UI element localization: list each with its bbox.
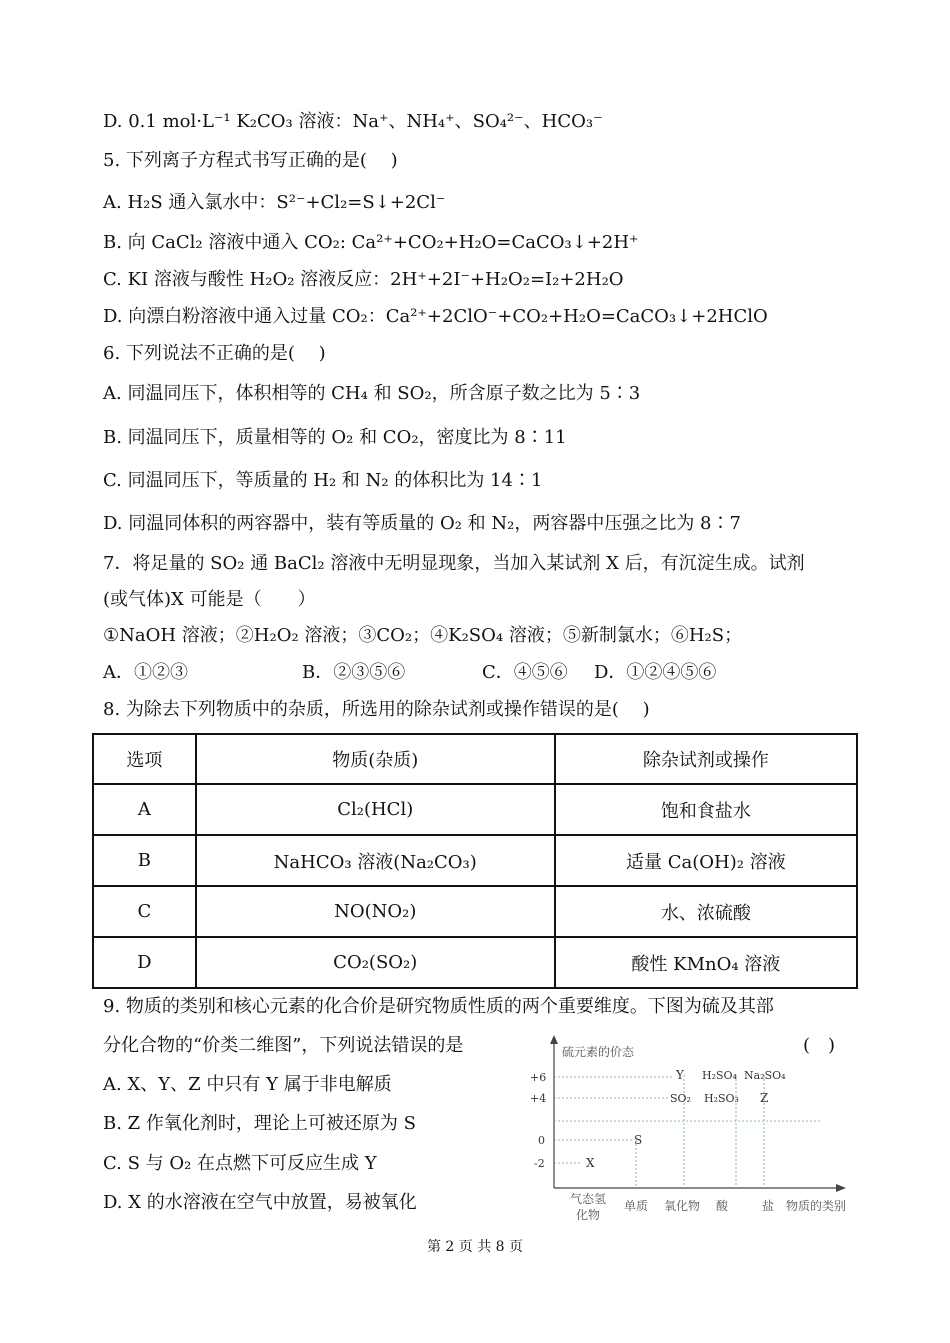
table-header: 物质(杂质) [196,734,555,784]
q6-option-c: C. 同温同压下，等质量的 H₂ 和 N₂ 的体积比为 14∶1 [103,470,543,491]
table-row [93,835,857,886]
q6-option-d: D. 同温同体积的两容器中，装有等质量的 O₂ 和 N₂，两容器中压强之比为 8∶7 [103,513,741,534]
table-cell: A [93,784,196,835]
q9-stem-line1: 9. 物质的类别和核心元素的化合价是研究物质性质的两个重要维度。下图为硫及其部 [103,996,774,1017]
y-axis-arrow [550,1035,558,1044]
y-tick: -2 [534,1157,545,1170]
x-cat: 氧化物 [664,1199,701,1213]
q5-option-a: A. H₂S 通入氯水中：S²⁻+Cl₂=S↓+2Cl⁻ [103,192,446,213]
q5-stem: 5. 下列离子方程式书写正确的是( ) [103,150,398,171]
q7-option-b: B．②③⑤⑥ [302,662,406,683]
table-cell: Cl₂(HCl) [196,784,555,835]
q4-option-d: D. 0.1 mol·L⁻¹ K₂CO₃ 溶液：Na⁺、NH₄⁺、SO₄²⁻、HCO₃⁻ [103,111,603,132]
q9-option-a: A. X、Y、Z 中只有 Y 属于非电解质 [103,1074,392,1095]
x-cat: 盐 [762,1199,775,1213]
q7-option-a: A．①②③ [103,662,188,683]
point-h2so4: H₂SO₄ [702,1069,737,1082]
table-cell: D [93,937,196,988]
q8-options-table [92,733,858,989]
page-footer: 第 2 页 共 8 页 [426,1239,524,1255]
point-s: S [634,1133,643,1147]
valence-class-diagram [520,1030,860,1230]
x-axis-label: 物质的类别 [786,1199,847,1213]
x-cat: 气态氢 [570,1192,607,1206]
q9-option-c: C. S 与 O₂ 在点燃下可反应生成 Y [103,1153,377,1174]
q7-option-c: C．④⑤⑥ [482,662,568,683]
point-so2: SO₂ [670,1092,691,1105]
point-x: X [586,1156,595,1170]
table-cell: NaHCO₃ 溶液(Na₂CO₃) [196,835,555,886]
x-cat: 单质 [624,1199,649,1213]
table-cell: 适量 Ca(OH)₂ 溶液 [555,835,857,886]
table-cell: 饱和食盐水 [555,784,857,835]
table-row [93,886,857,937]
q5-option-d: D. 向漂白粉溶液中通入过量 CO₂：Ca²⁺+2ClO⁻+CO₂+H₂O=CaCO₃↓+2HClO [103,306,768,327]
table-cell: B [93,835,196,886]
table-cell: 酸性 KMnO₄ 溶液 [555,937,857,988]
point-y: Y [676,1068,684,1082]
q7-stem-line2: (或气体)X 可能是（ ） [103,589,316,610]
q9-option-d: D. X 的水溶液在空气中放置，易被氧化 [103,1192,417,1213]
point-z: Z [760,1091,769,1105]
point-na2so4: Na₂SO₄ [744,1069,786,1082]
y-tick: +6 [530,1071,547,1084]
q7-stem-line1: 7．将足量的 SO₂ 通 BaCl₂ 溶液中无明显现象，当加入某试剂 X 后，有沉淀生成。试剂 [103,553,805,574]
x-axis-arrow [836,1184,846,1192]
table-row [93,937,857,988]
q6-stem: 6. 下列说法不正确的是( ) [103,343,326,364]
table-row [93,784,857,835]
table-cell: CO₂(SO₂) [196,937,555,988]
q5-option-c: C. KI 溶液与酸性 H₂O₂ 溶液反应：2H⁺+2I⁻+H₂O₂=I₂+2H₂O [103,269,624,290]
q9-stem-line2: 分化合物的“价类二维图”，下列说法错误的是 [103,1035,464,1056]
point-h2so3: H₂SO₃ [704,1092,739,1105]
q8-stem: 8. 为除去下列物质中的杂质，所选用的除杂试剂或操作错误的是( ) [103,699,650,720]
table-cell: NO(NO₂) [196,886,555,937]
table-header-row [93,734,857,784]
table-header: 选项 [93,734,196,784]
y-tick: +4 [530,1092,547,1105]
q6-option-b: B. 同温同压下，质量相等的 O₂ 和 CO₂，密度比为 8∶11 [103,427,567,448]
table-header: 除杂试剂或操作 [555,734,857,784]
x-cat: 化物 [576,1208,601,1222]
x-cat: 酸 [716,1199,729,1213]
q9-option-b: B. Z 作氧化剂时，理论上可被还原为 S [103,1113,416,1134]
y-axis-label: 硫元素的价态 [562,1045,635,1059]
y-tick: 0 [538,1134,545,1147]
q6-option-a: A. 同温同压下，体积相等的 CH₄ 和 SO₂，所含原子数之比为 5∶3 [103,383,641,404]
q7-option-d: D．①②④⑤⑥ [594,662,717,683]
q9-answer-paren: ( ) [803,1035,836,1056]
q7-items: ①NaOH 溶液；②H₂O₂ 溶液；③CO₂；④K₂SO₄ 溶液；⑤新制氯水；⑥H₂S； [103,625,743,646]
table-cell: 水、浓硫酸 [555,886,857,937]
table-cell: C [93,886,196,937]
q5-option-b: B. 向 CaCl₂ 溶液中通入 CO₂: Ca²⁺+CO₂+H₂O=CaCO₃↓+2H⁺ [103,232,639,253]
